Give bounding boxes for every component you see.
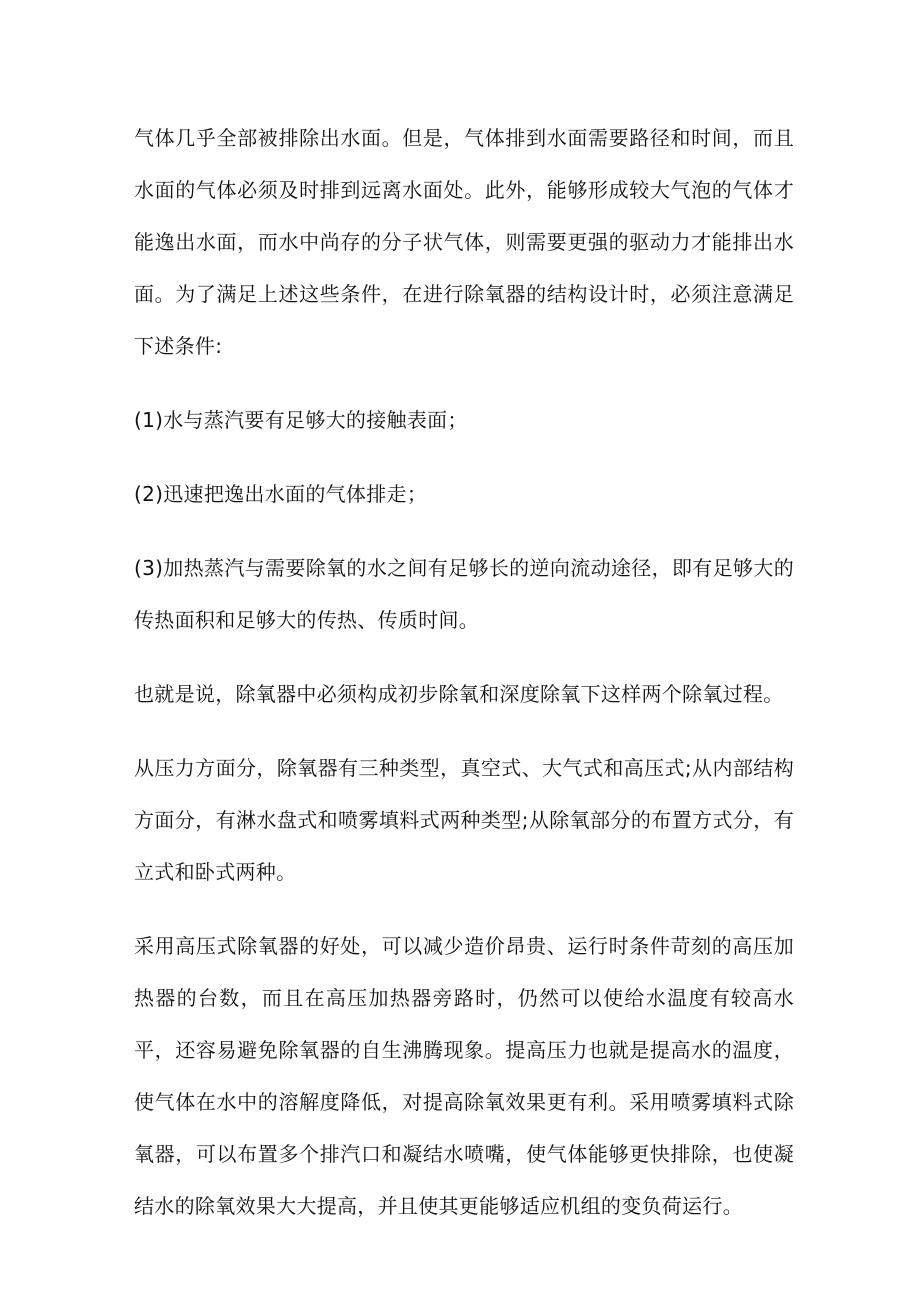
condition-item-2: (2)迅速把逸出水面的气体排走；: [134, 482, 428, 506]
document-body: [134, 112, 794, 1252]
paragraph-types: 从压力方面分，除氧器有三种类型，真空式、大气式和高压式;从内部结构方面分，有淋水盘式和喷雾填料式两种类型;从除氧部分的布置方式分，有立式和卧式两种。: [134, 756, 794, 884]
paragraph-high-pressure: 采用高压式除氧器的好处，可以减少造价昂贵、运行时条件苛刻的高压加热器的台数，而且在高压加热器旁路时，仍然可以使给水温度有较高水平，还容易避免除氧器的自生沸腾现象。提高压力也就是提高水的温度，使气体在水中的溶解度降低，对提高除氧效果更有利。采用喷雾填料式除氧器，可以布置多个排汽口和凝结水喷嘴，使气体能够更快排除，也使凝结水的除氧效果大大提高，并且使其更能够适应机组的变负荷运行。: [134, 934, 794, 1218]
paragraph-gas-removal: 气体几乎全部被排除出水面。但是，气体排到水面需要路径和时间，而且水面的气体必须及时排到远离水面处。此外，能够形成较大气泡的气体才能逸出水面，而水中尚存的分子状气体，则需要更强的驱动力才能排出水面。为了满足上述这些条件，在进行除氧器的结构设计时，必须注意满足下述条件:: [134, 126, 794, 358]
condition-item-3: (3)加热蒸汽与需要除氧的水之间有足够长的逆向流动途径，即有足够大的传热面积和足够大的传热、传质时间。: [134, 556, 794, 632]
condition-item-1: (1)水与蒸汽要有足够大的接触表面；: [134, 408, 468, 432]
paragraph-summary: 也就是说，除氧器中必须构成初步除氧和深度除氧下这样两个除氧过程。: [134, 682, 784, 706]
